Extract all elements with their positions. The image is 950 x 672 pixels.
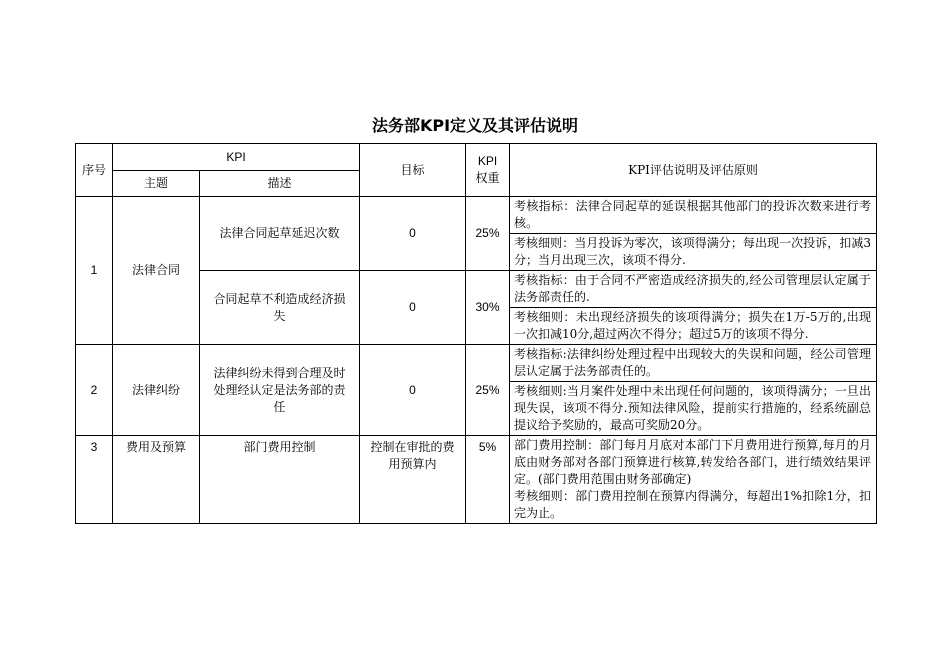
row-weight: 25%: [466, 197, 510, 271]
row-target: 0: [360, 271, 466, 345]
row-target: 0: [360, 345, 466, 436]
row-desc: 合同起草不利造成经济损失: [200, 271, 360, 345]
row-note: 部门费用控制：部门每月月底对本部门下月费用进行预算,每月的月底由财务部对各部门预算进行核算,转发给各部门，进行绩效结果评定。(部门费用范围由财务部确定) 考核细则：部门费用控制在预算内得满分，每超出1%扣除1分，扣完为止。: [510, 436, 877, 524]
row-desc: 法律合同起草延迟次数: [200, 197, 360, 271]
row-desc: 法律纠纷未得到合理及时处理经认定是法务部的责任: [200, 345, 360, 436]
header-desc: 描述: [200, 171, 360, 197]
row-note: 考核细则：未出现经济损失的该项得满分；损失在1万-5万的,出现一次扣减10分,超过两次不得分；超过5万的该项不得分.: [510, 308, 877, 345]
row-seq: 3: [76, 436, 113, 524]
row-topic: 费用及预算: [113, 436, 200, 524]
header-topic: 主题: [113, 171, 200, 197]
header-row: [76, 144, 877, 171]
row-desc: 部门费用控制: [200, 436, 360, 524]
table-row: [76, 345, 877, 382]
row-weight: 25%: [466, 345, 510, 436]
page-title: 法务部KPI定义及其评估说明: [371, 116, 579, 135]
row-note: 考核细则：当月投诉为零次，该项得满分；每出现一次投诉，扣减3分；当月出现三次，该项不得分.: [510, 234, 877, 271]
row-note: 考核指标：法律合同起草的延误根据其他部门的投诉次数来进行考核。: [510, 197, 877, 234]
row-note: 考核指标:法律纠纷处理过程中出现较大的失误和问题，经公司管理层认定属于法务部责任的。: [510, 345, 877, 382]
header-kpi: KPI: [113, 144, 360, 171]
row-weight: 30%: [466, 271, 510, 345]
row-weight: 5%: [466, 436, 510, 524]
kpi-table: [75, 143, 877, 524]
row-seq: 2: [76, 345, 113, 436]
header-eval: KPI评估说明及评估原则: [510, 144, 877, 197]
table-row: [76, 197, 877, 234]
row-seq: 1: [76, 197, 113, 345]
row-target: 控制在审批的费用预算内: [360, 436, 466, 524]
row-topic: 法律纠纷: [113, 345, 200, 436]
row-target: 0: [360, 197, 466, 271]
header-seq: 序号: [76, 144, 113, 197]
header-target: 目标: [360, 144, 466, 197]
table-row: [76, 436, 877, 524]
header-weight: KPI 权重: [466, 144, 510, 197]
row-note: 考核细则:当月案件处理中未出现任何问题的，该项得满分；一旦出现失误，该项不得分.预知法律风险，提前实行措施的，经系统副总提议给予奖励的，最高可奖励20分。: [510, 382, 877, 436]
row-topic: 法律合同: [113, 197, 200, 345]
row-note: 考核指标：由于合同不严密造成经济损失的,经公司管理层认定属于法务部责任的.: [510, 271, 877, 308]
